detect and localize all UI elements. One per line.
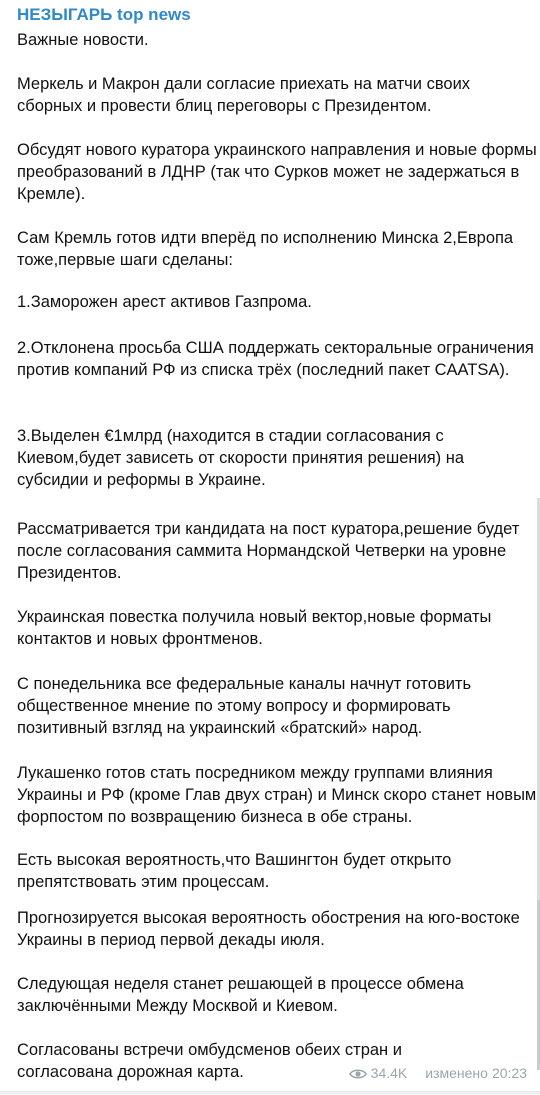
eye-icon: [349, 1067, 367, 1079]
post-paragraph: Согласованы встречи омбудсменов обеих стран и согласована дорожная карта.: [17, 1041, 402, 1081]
view-count: 34.4K: [370, 1065, 408, 1081]
post-paragraph: Меркель и Макрон дали согласие приехать на матчи своих сборных и провести блиц переговоры с Президентом.: [17, 75, 471, 115]
post-paragraph: Есть высокая вероятность,что Вашингтон будет открыто препятствовать этим процессам.: [17, 851, 452, 891]
post-paragraph: 2.Отклонена просьба США поддержать секторальные ограничения против компаний РФ из списка трёх (последний пакет CAATSA).: [17, 339, 534, 379]
post-paragraph: Важные новости.: [17, 31, 149, 49]
post-paragraph: Прогнозируется высокая вероятность обострения на юго-востоке Украины в период первой декады июля.: [17, 909, 520, 949]
post-paragraph: Украинская повестка получила новый вектор,новые форматы контактов и новых фронтменов.: [17, 608, 492, 648]
post-paragraph: Рассматривается три кандидата на пост куратора,решение будет после согласования саммита Нормандской Четверки на уровне Президентов.: [17, 520, 520, 582]
post-paragraph: Следующая неделя станет решающей в процессе обмена заключёнными Между Москвой и Киевом.: [17, 975, 464, 1015]
post-paragraph: Сам Кремль готов идти вперёд по исполнению Минска 2,Европа тоже,первые шаги сделаны:: [17, 229, 514, 269]
edited-label: изменено: [425, 1065, 488, 1081]
post-paragraph: Лукашенко готов стать посредником между группами влияния Украины и РФ (кроме Глав двух стран) и Минск скоро станет новым форпостом по возвращению бизнеса в обе страны.: [17, 764, 537, 826]
divider: [0, 1091, 540, 1095]
post-paragraph: С понедельника все федеральные каналы начнут готовить общественное мнение по этому вопросу и формировать позитивный взгляд на украинский «братский» народ.: [17, 675, 472, 737]
channel-name[interactable]: НЕЗЫГАРЬ top news: [17, 5, 191, 24]
post-paragraph: Обсудят нового куратора украинского направления и новые формы преобразований в ЛДНР (так что Сурков может не задержаться в Кремле).: [17, 141, 537, 203]
post-paragraph: 3.Выделен €1млрд (находится в стадии согласования с Киевом,будет зависеть от скорости принятия решения) на субсидии и реформы в Украине.: [17, 427, 465, 489]
post-paragraph: 1.Заморожен арест активов Газпрома.: [17, 293, 312, 311]
message-time: 20:23: [491, 1065, 527, 1081]
message-meta: [349, 1065, 527, 1081]
